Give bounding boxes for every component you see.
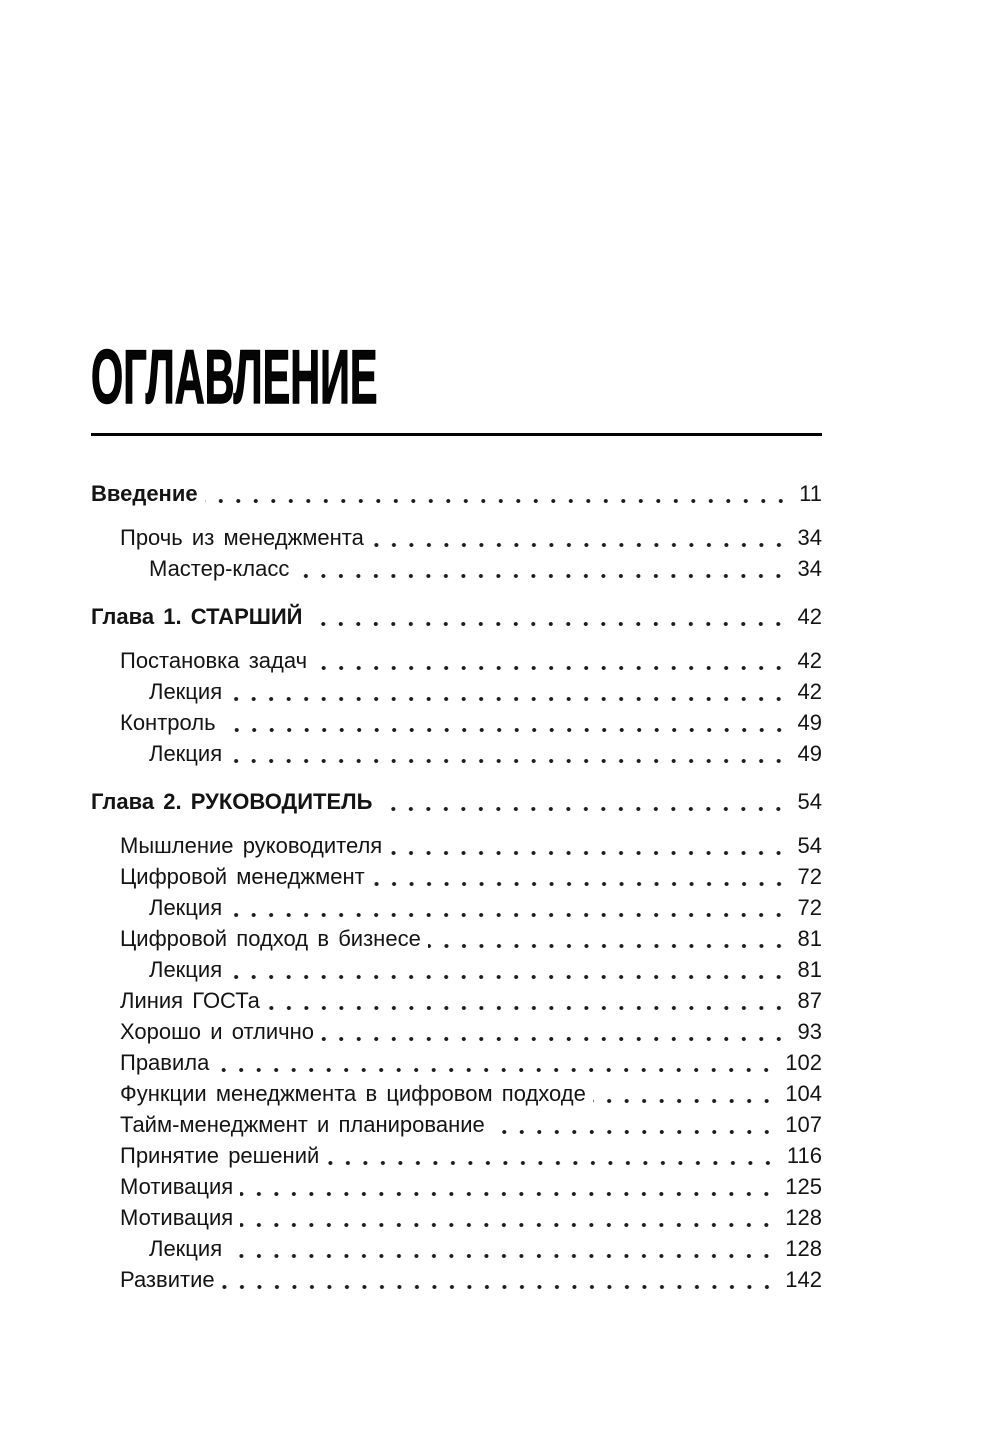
toc-entry-page: 42: [797, 679, 822, 704]
dot-leader: [267, 985, 788, 1016]
toc-entry: [91, 707, 822, 738]
toc-entry: [91, 985, 822, 1016]
toc-entry: [91, 601, 822, 632]
toc-entry-page: 34: [797, 525, 822, 550]
dot-leader: [229, 1233, 775, 1264]
toc-entry: [91, 954, 822, 985]
dot-leader: [309, 601, 787, 632]
toc-entry: [91, 553, 822, 584]
toc-entry-label: Линия ГОСТа: [120, 988, 260, 1013]
toc-entry-label: Лекция: [149, 741, 223, 766]
toc-entry-label: Цифровой подход в бизнесе: [120, 926, 421, 951]
toc-entry-label: Лекция: [149, 895, 223, 920]
toc-entry-label: Хорошо и отлично: [120, 1019, 315, 1044]
toc-entry-page: 125: [785, 1174, 822, 1199]
toc-entry: [91, 738, 822, 769]
toc-entry-page: 11: [799, 481, 822, 506]
toc-entry-label: Лекция: [149, 957, 223, 982]
toc-entry-label: Функции менеджмента в цифровом подходе: [120, 1081, 586, 1106]
toc-entry-page: 81: [797, 926, 822, 951]
toc-entry-label: Мышление руководителя: [120, 833, 383, 858]
dot-leader: [240, 1171, 775, 1202]
toc-entry-page: 49: [797, 710, 822, 735]
toc-entry-page: 142: [785, 1267, 822, 1292]
toc-entry-label: Контроль: [120, 710, 216, 735]
toc-entry-label: Лекция: [149, 1236, 223, 1261]
toc-entry: [91, 645, 822, 676]
toc-entry: [91, 676, 822, 707]
dot-leader: [296, 553, 787, 584]
toc-entry-page: 93: [797, 1019, 822, 1044]
dot-leader: [229, 892, 787, 923]
toc-entry: [91, 1202, 822, 1233]
toc-entry: [91, 1078, 822, 1109]
toc-entry-label: Цифровой менеджмент: [120, 864, 365, 889]
toc-entry: [91, 1140, 822, 1171]
dot-leader: [223, 707, 788, 738]
dot-leader: [240, 1202, 775, 1233]
dot-leader: [229, 738, 787, 769]
toc-entry: [91, 830, 822, 861]
toc-entry-page: 72: [797, 864, 822, 889]
toc-entry: [91, 1264, 822, 1295]
toc-entry-label: Принятие решений: [120, 1143, 320, 1168]
dot-leader: [222, 1264, 776, 1295]
toc-entry-label: Глава 2. РУКОВОДИТЕЛЬ: [91, 789, 373, 814]
toc-entry-page: 116: [786, 1143, 822, 1168]
toc-entry-page: 87: [797, 988, 822, 1013]
toc-entry-label: Мотивация: [120, 1174, 234, 1199]
toc-entry: [91, 923, 822, 954]
toc-entry: [91, 1047, 822, 1078]
toc-entry-label: Мотивация: [120, 1205, 234, 1230]
toc-entry: [91, 892, 822, 923]
toc-entry: [91, 1109, 822, 1140]
toc-entry: [91, 1016, 822, 1047]
toc-entry-page: 102: [785, 1050, 822, 1075]
toc-entry: [91, 786, 822, 817]
dot-leader: [593, 1078, 775, 1109]
toc-entry-label: Введение: [91, 481, 198, 506]
toc-list: [91, 436, 822, 1295]
toc-entry-label: Тайм-менеджмент и планирование: [120, 1112, 485, 1137]
dot-leader: [229, 676, 787, 707]
toc-entry-page: 104: [785, 1081, 822, 1106]
dot-leader: [389, 830, 787, 861]
dot-leader: [379, 786, 787, 817]
toc-entry: [91, 1171, 822, 1202]
toc-entry-label: Лекция: [149, 679, 223, 704]
toc-entry-label: Постановка задач: [120, 648, 308, 673]
toc-entry-page: 49: [797, 741, 822, 766]
toc-entry-label: Мастер-класс: [149, 556, 290, 581]
dot-leader: [492, 1109, 776, 1140]
toc-entry-page: 54: [797, 789, 822, 814]
toc-entry-page: 81: [797, 957, 822, 982]
toc-entry: [91, 861, 822, 892]
dot-leader: [205, 478, 790, 509]
dot-leader: [326, 1140, 777, 1171]
toc-entry-page: 34: [797, 556, 822, 581]
toc-entry: [91, 1233, 822, 1264]
dot-leader: [314, 645, 787, 676]
toc-entry-label: Прочь из менеджмента: [120, 525, 364, 550]
toc-entry-label: Глава 1. СТАРШИЙ: [91, 604, 303, 629]
toc-entry-page: 54: [797, 833, 822, 858]
toc-entry-page: 128: [785, 1205, 822, 1230]
toc-entry: [91, 478, 822, 509]
page-title: ОГЛАВЛЕНИЕ: [91, 335, 378, 420]
dot-leader: [229, 954, 787, 985]
toc-entry-page: 42: [797, 648, 822, 673]
toc-entry-page: 72: [797, 895, 822, 920]
toc-entry-page: 107: [785, 1112, 822, 1137]
toc-entry-page: 42: [797, 604, 822, 629]
toc-entry-label: Правила: [120, 1050, 210, 1075]
dot-leader: [321, 1016, 788, 1047]
dot-leader: [372, 861, 788, 892]
toc-entry: [91, 522, 822, 553]
dot-leader: [428, 923, 788, 954]
toc-entry-page: 128: [785, 1236, 822, 1261]
dot-leader: [216, 1047, 775, 1078]
dot-leader: [371, 522, 788, 553]
toc-entry-label: Развитие: [120, 1267, 215, 1292]
